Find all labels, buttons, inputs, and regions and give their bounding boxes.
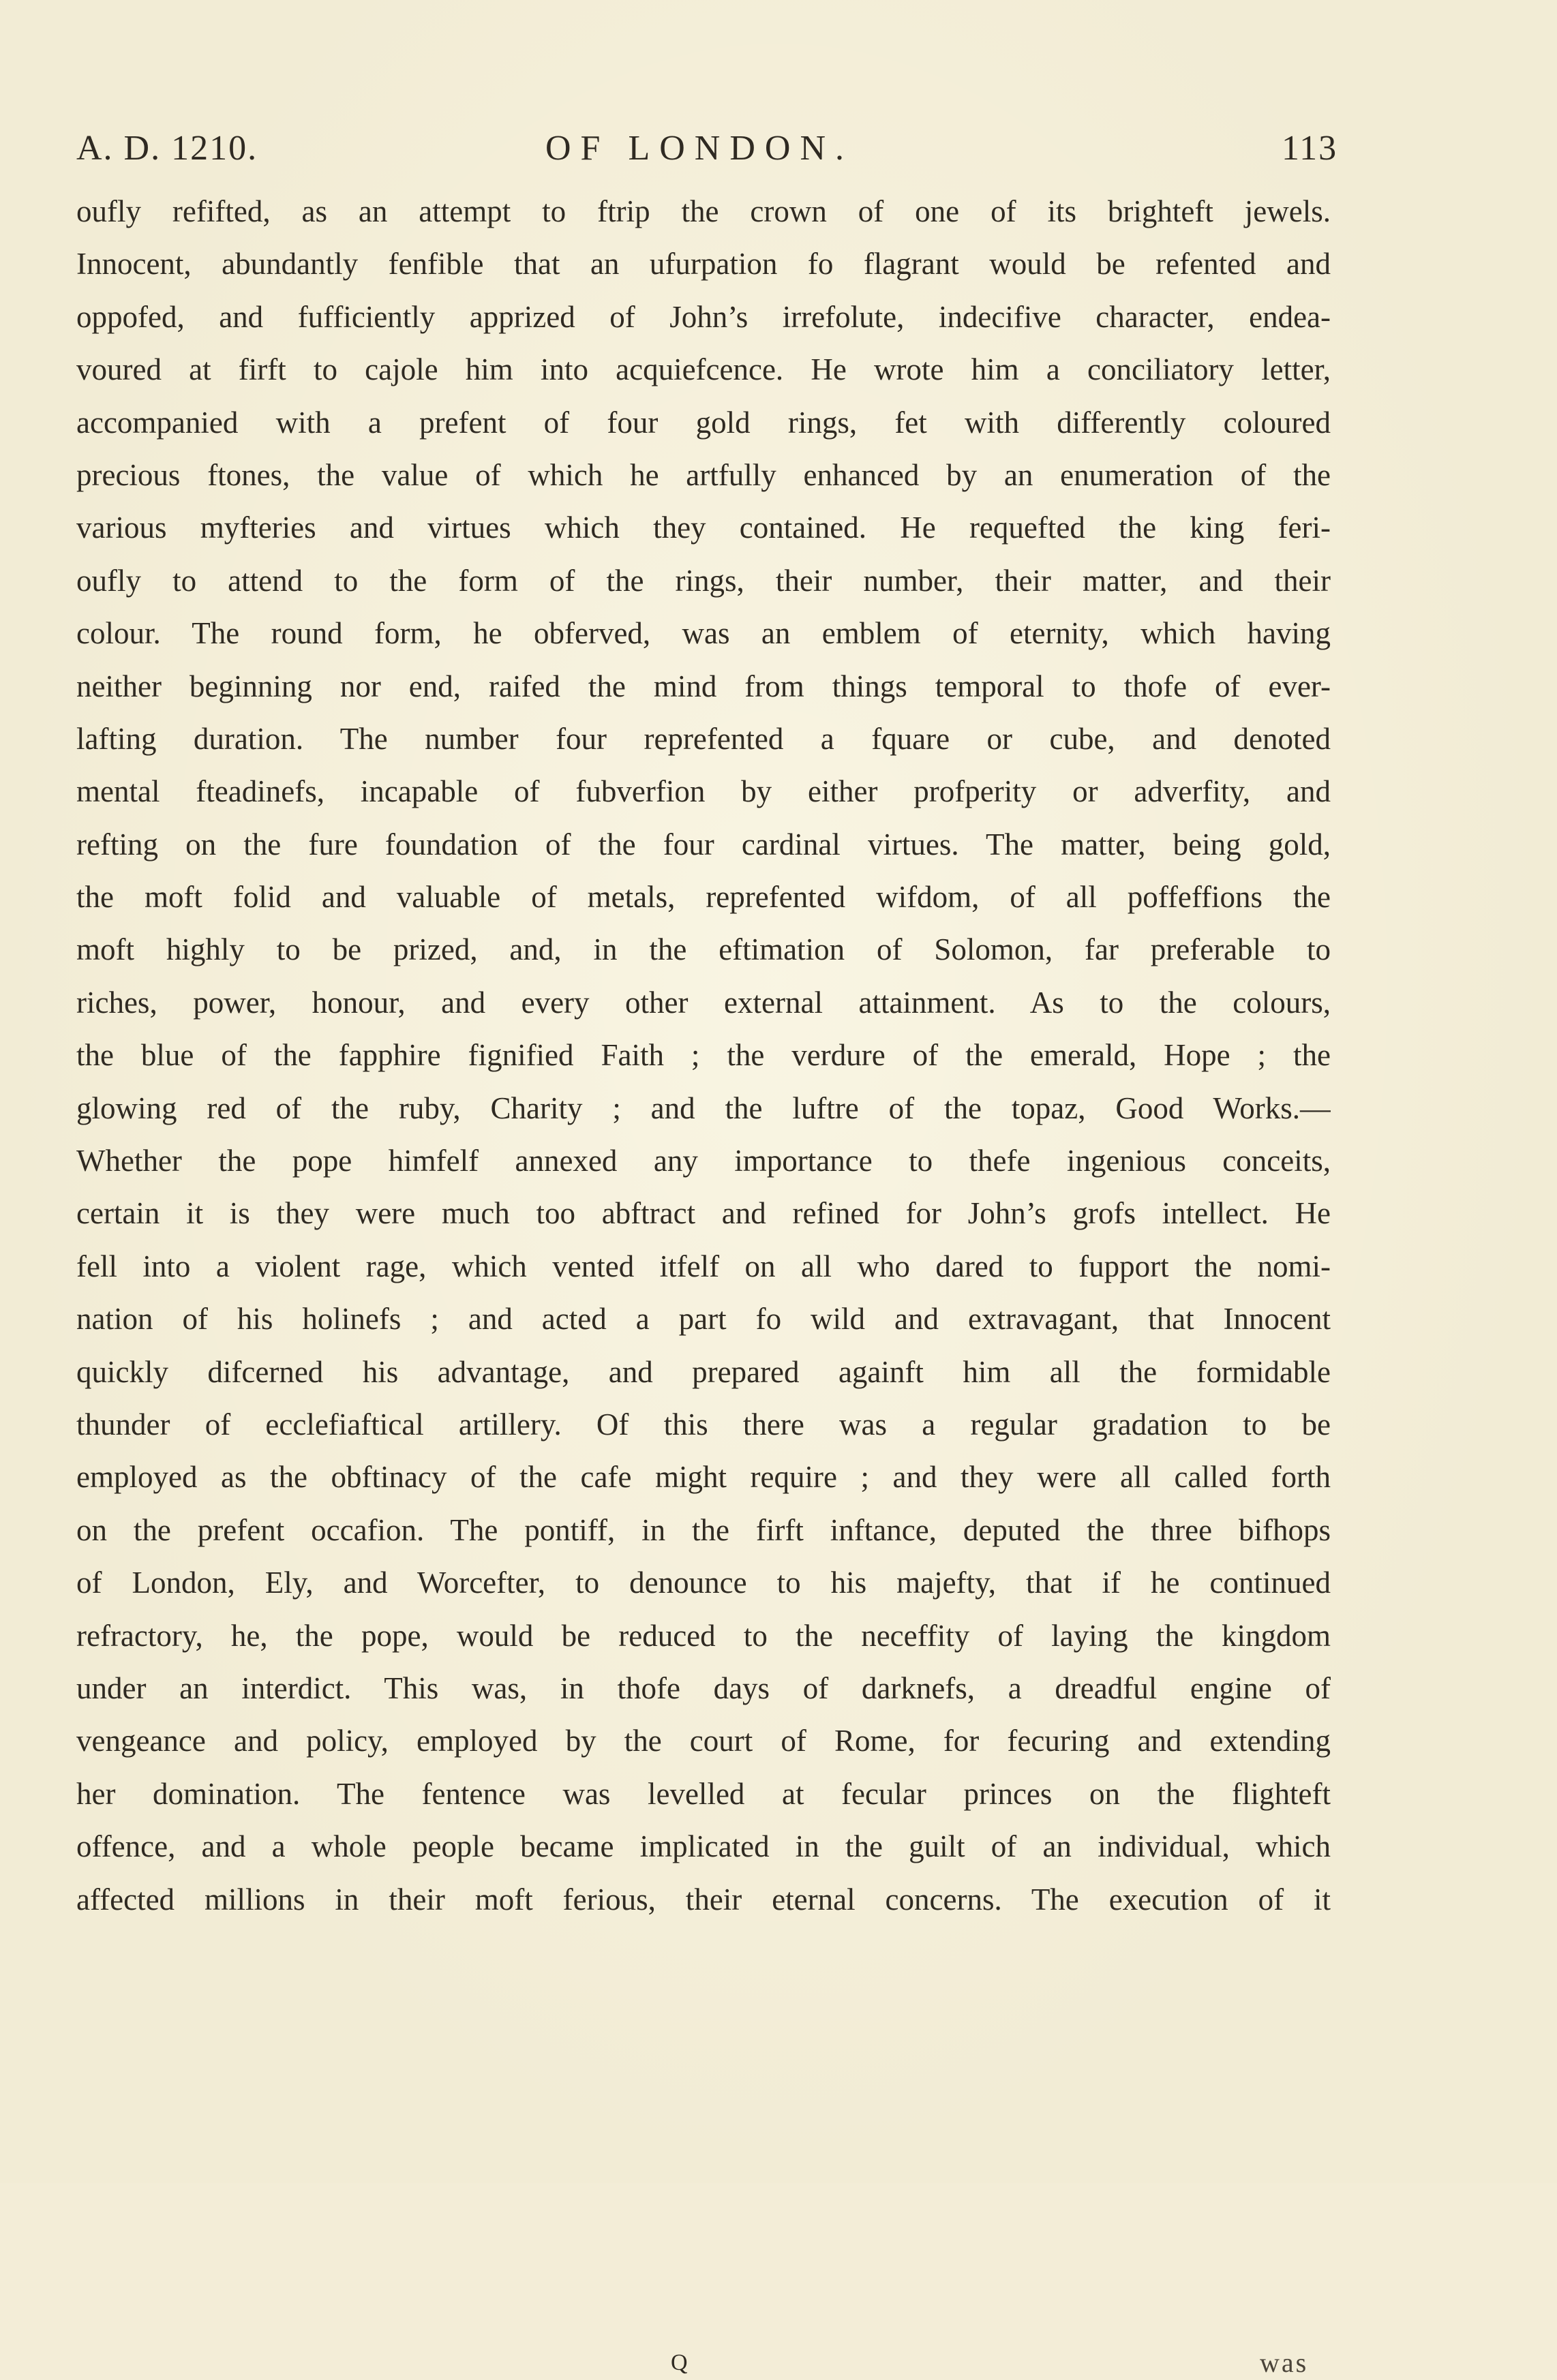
text-line: thunder of ecclefiaftical artillery. Of this there was a regular gradation to be <box>76 1407 1331 1441</box>
text-line: the moft folid and valuable of metals, reprefented wifdom, of all poffeffions the <box>76 880 1331 915</box>
running-head <box>0 121 1557 176</box>
header-title: OF LONDON. <box>545 129 853 168</box>
text-line: precious ftones, the value of which he artfully enhanced by an enumeration of the <box>76 457 1331 492</box>
text-line: affected millions in their moft ferious, their eternal concerns. The execution of it <box>76 1882 1331 1917</box>
text-line: offence, and a whole people became implicated in the guilt of an individual, which <box>76 1829 1331 1864</box>
text-line: glowing red of the ruby, Charity ; and the luftre of the topaz, Good Works.— <box>76 1090 1331 1125</box>
text-line: on the prefent occafion. The pontiff, in the firft inftance, deputed the three bifhops <box>76 1512 1331 1547</box>
text-line: oufly refifted, as an attempt to ftrip the crown of one of its brighteft jewels. <box>76 194 1331 228</box>
text-line: neither beginning nor end, raifed the mind from things temporal to thofe of ever- <box>76 669 1331 703</box>
text-line: riches, power, honour, and every other external attainment. As to the colours, <box>76 985 1331 1020</box>
header-date: A. D. 1210. <box>76 129 258 168</box>
text-line: vengeance and policy, employed by the court of Rome, for fecuring and extending <box>76 1724 1331 1758</box>
text-line: mental fteadinefs, incapable of fubverfion by either profperity or adverfity, and <box>76 774 1331 809</box>
page-number: 113 <box>1282 129 1338 168</box>
text-line: quickly difcerned his advantage, and prepared againft him all the formidable <box>76 1354 1331 1389</box>
text-line: lafting duration. The number four reprefented a fquare or cube, and denoted <box>76 721 1331 756</box>
catchword: was <box>1260 2347 1309 2378</box>
text-line: accompanied with a prefent of four gold rings, fet with differently coloured <box>76 405 1331 440</box>
text-line: fell into a violent rage, which vented itfelf on all who dared to fupport the nomi- <box>76 1249 1331 1283</box>
text-line: Innocent, abundantly fenfible that an ufurpation fo flagrant would be refented and <box>76 247 1331 281</box>
text-line: oppofed, and fufficiently apprized of John’s irrefolute, indecifive character, endea- <box>76 299 1331 334</box>
text-line: certain it is they were much too abftract and refined for John’s grofs intellect. He <box>76 1196 1331 1231</box>
signature-mark: Q <box>671 2350 688 2375</box>
text-line: employed as the obftinacy of the cafe might require ; and they were all called forth <box>76 1460 1331 1495</box>
text-line: various myfteries and virtues which they contained. He requefted the king feri- <box>76 510 1331 545</box>
text-line: oufly to attend to the form of the rings, their number, their matter, and their <box>76 563 1331 598</box>
text-line: refractory, he, the pope, would be reduced to the neceffity of laying the kingdom <box>76 1618 1331 1653</box>
text-line: voured at firft to cajole him into acquiefcence. He wrote him a conciliatory letter, <box>76 352 1331 387</box>
text-line: Whether the pope himfelf annexed any importance to thefe ingenious conceits, <box>76 1144 1331 1178</box>
text-line: refting on the fure foundation of the four cardinal virtues. The matter, being gold, <box>76 827 1331 861</box>
text-line: the blue of the fapphire fignified Faith ; the verdure of the emerald, Hope ; the <box>76 1038 1331 1073</box>
text-line: her domination. The fentence was levelled at fecular princes on the flighteft <box>76 1776 1331 1811</box>
text-line: colour. The round form, he obferved, was an emblem of eternity, which having <box>76 616 1331 651</box>
text-line: under an interdict. This was, in thofe days of darknefs, a dreadful engine of <box>76 1670 1331 1705</box>
body-text <box>76 185 1331 1926</box>
text-line: nation of his holinefs ; and acted a part fo wild and extravagant, that Innocent <box>76 1302 1331 1337</box>
text-line: of London, Ely, and Worcefter, to denounce to his majefty, that if he continued <box>76 1566 1331 1600</box>
text-line: moft highly to be prized, and, in the eftimation of Solomon, far preferable to <box>76 932 1331 967</box>
